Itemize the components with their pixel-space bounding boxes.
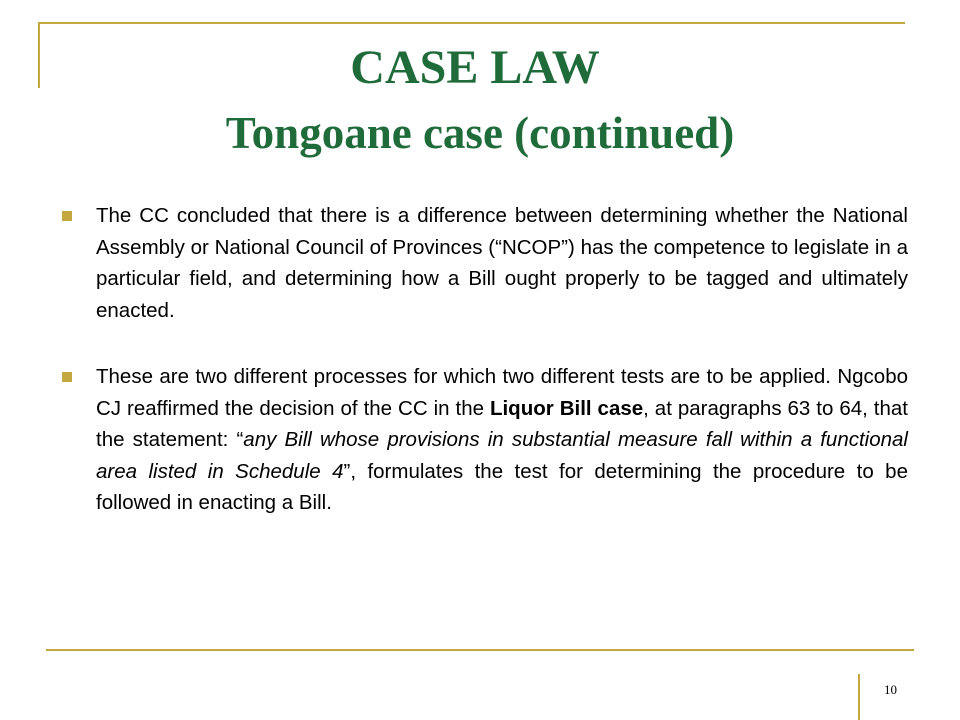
slide-title: CASE LAW — [350, 41, 600, 94]
bullet-text-2 — [96, 361, 908, 519]
top-border-rule — [40, 22, 905, 24]
bullet-text-2-part-3: ”, formulates the test for determining the procedure to be followed in enacting a Bill. — [96, 459, 908, 514]
bullet-list — [62, 200, 908, 554]
square-bullet-icon — [62, 372, 72, 382]
bullet-text-2-part-2: , at paragraphs 63 to 64, that the statement: “ — [96, 396, 909, 451]
bullet-item-2 — [62, 361, 908, 519]
bullet-text-2-part-1: These are two different processes for which two different tests are to be applied. Ngcobo CJ reaffirmed the decision of the CC in the — [96, 365, 908, 420]
quoted-statement-italic: any Bill whose provisions in substantial measure fall within a functional area listed in Schedule 4 — [96, 428, 908, 483]
bullet-text-1: The CC concluded that there is a difference between determining whether the National Assembly or National Council of Provinces (“NCOP”) has the competence to legislate in a particular field, and determining how a Bill ought properly to be tagged and ultimately enacted. — [96, 204, 908, 322]
slide-subtitle: Tongoane case (continued) — [225, 108, 735, 158]
page-number: 10 — [884, 682, 897, 697]
square-bullet-icon — [62, 211, 72, 221]
bottom-border-rule — [46, 649, 914, 651]
bullet-item-1 — [62, 200, 908, 326]
footer-divider-rule — [858, 674, 860, 720]
case-name-bold: Liquor Bill case — [489, 396, 644, 420]
